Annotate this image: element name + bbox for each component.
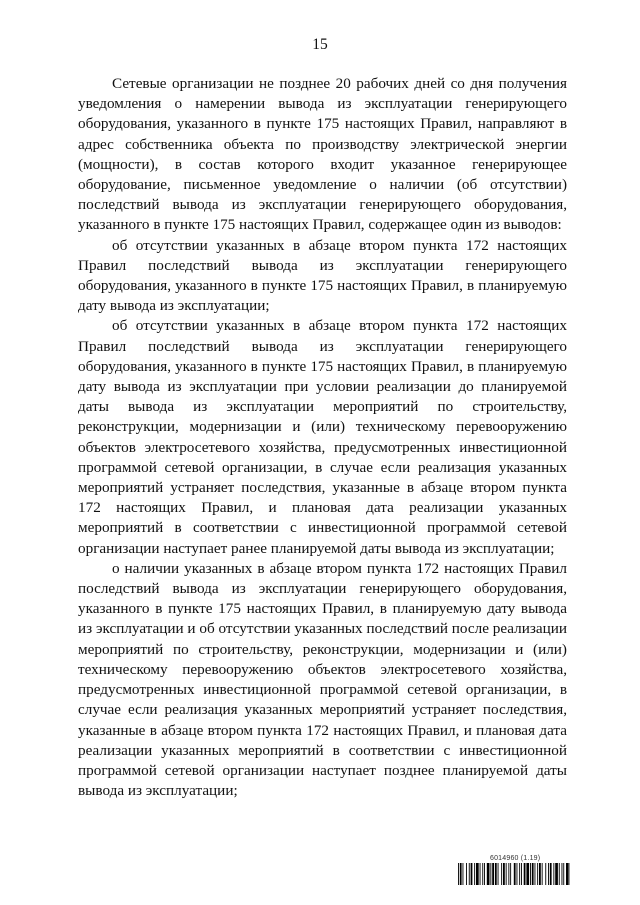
document-footer xyxy=(458,854,570,885)
paragraph: Сетевые организации не позднее 20 рабочих дней со дня получения уведомления о намерении вывода из эксплуатации генерирующего оборудования, указанного в пункте 175 настоящих Правил, направляют в адрес собственника объекта по производству электрической энергии (мощности), в состав которого входит указанное генерирующее оборудование, письменное уведомление о наличии (об отсутствии) последствий вывода из эксплуатации генерирующего оборудования, указанного в пункте 175 настоящих Правил, содержащее один из выводов: xyxy=(78,75,567,234)
barcode-icon xyxy=(458,863,570,885)
paragraph: о наличии указанных в абзаце втором пункта 172 настоящих Правил последствий вывода из эксплуатации генерирующего оборудования, указанного в пункте 175 настоящих Правил, в планируемую дату вывода из эксплуатации и об отсутствии указанных последствий после реализации мероприятий по строительству, реконструкции, модернизации и (или) техническому перевооружению объектов электросетевого хозяйства, предусмотренных инвестиционной программой сетевой организации, в случае если реализация указанных мероприятий устраняет последствия, указанные в абзаце втором пункта 172 настоящих Правил, и плановая дата реализации указанных мероприятий в соответствии с инвестиционной программой сетевой организации наступает позднее планируемой даты вывода из эксплуатации; xyxy=(78,559,567,800)
document-code: 6014960 (1.19) xyxy=(490,855,541,862)
body-text xyxy=(78,74,567,801)
paragraph: об отсутствии указанных в абзаце втором пункта 172 настоящих Правил последствий вывода из эксплуатации генерирующего оборудования, указанного в пункте 175 настоящих Правил, в планируемую дату вывода из эксплуатации при условии реализации до планируемой даты вывода из эксплуатации мероприятий по строительству, реконструкции, модернизации и (или) техническому перевооружению объектов электросетевого хозяйства, предусмотренных инвестиционной программой сетевой организации, в случае если реализация указанных мероприятий устраняет последствия, указанные в абзаце втором пункта 172 настоящих Правил, и плановая дата реализации указанных мероприятий в соответствии с инвестиционной программой сетевой организации наступает ранее планируемой даты вывода из эксплуатации; xyxy=(78,317,567,557)
page-number: 15 xyxy=(312,36,328,53)
paragraph: об отсутствии указанных в абзаце втором пункта 172 настоящих Правил последствий вывода из эксплуатации генерирующего оборудования, указанного в пункте 175 настоящих Правил, в планируемую дату вывода из эксплуатации; xyxy=(78,236,567,315)
